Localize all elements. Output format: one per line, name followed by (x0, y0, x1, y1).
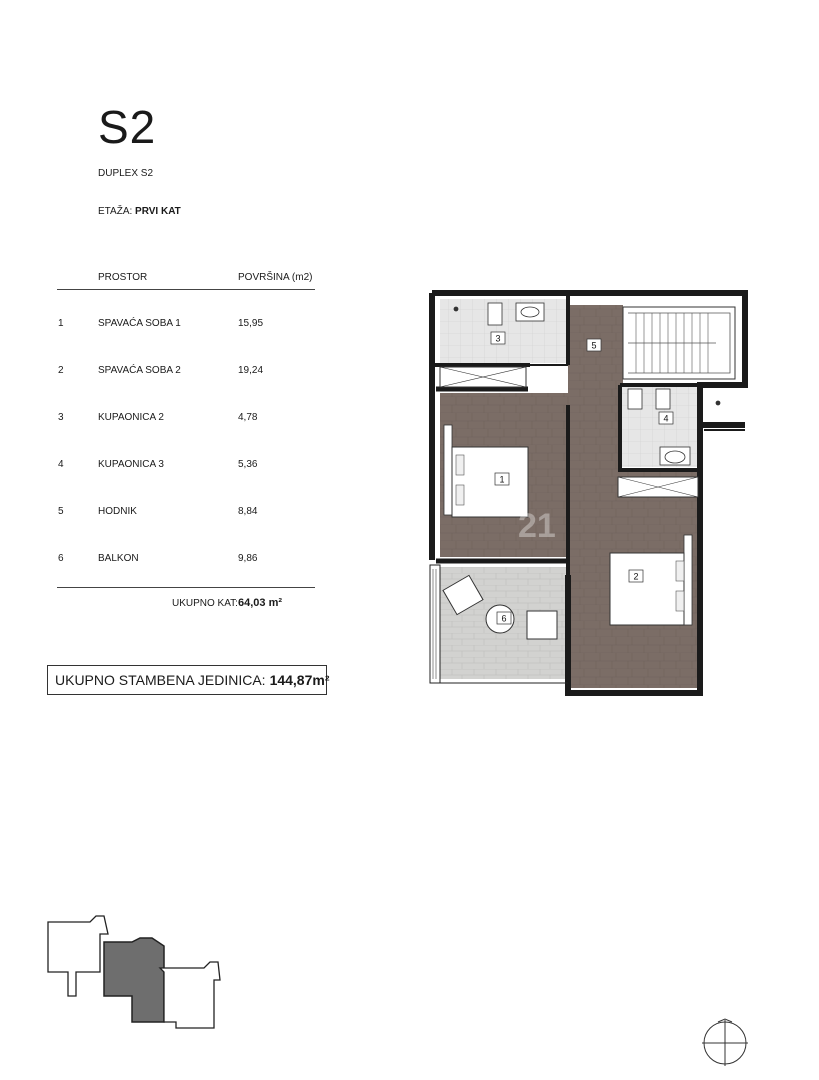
table-cell-area: 19,24 (238, 365, 264, 376)
room-label-2 (629, 570, 643, 582)
room-label-3 (491, 332, 505, 344)
building-key-plan (40, 910, 230, 1030)
table-cell-area: 15,95 (238, 318, 264, 329)
table-bottom-rule (57, 587, 315, 588)
table-cell-num: 6 (58, 553, 64, 564)
room-label-text: 3 (495, 333, 501, 344)
table-cell-name: KUPAONICA 3 (98, 459, 164, 470)
room-label-5 (587, 339, 601, 351)
floor-label: ETAŽA: (98, 206, 133, 217)
table-cell-name: SPAVAĆA SOBA 1 (98, 318, 181, 329)
table-cell-area: 5,36 (238, 459, 258, 470)
room-label-text: 4 (663, 413, 669, 424)
hallway-floor (568, 305, 623, 405)
floor-line (98, 206, 181, 217)
floor-value: PRVI KAT (135, 206, 181, 217)
unit-code: S2 (98, 101, 157, 153)
table-cell-name: BALKON (98, 553, 139, 564)
room-label-4 (659, 412, 673, 424)
room-label-text: 2 (633, 571, 639, 582)
table-cell-num: 2 (58, 365, 64, 376)
table-cell-num: 5 (58, 506, 64, 517)
floor-total-label: UKUPNO KAT: (172, 598, 238, 609)
table-cell-name: SPAVAĆA SOBA 2 (98, 365, 181, 376)
room-label-1 (495, 473, 509, 485)
table-cell-num: 1 (58, 318, 64, 329)
compass-icon (700, 1018, 750, 1068)
room-label-text: 1 (499, 474, 505, 485)
unit-type: DUPLEX S2 (98, 168, 154, 179)
unit-total-box (47, 665, 330, 695)
table-cell-area: 8,84 (238, 506, 258, 517)
table-cell-area: 9,86 (238, 553, 258, 564)
table-cell-name: HODNIK (98, 506, 137, 517)
bathroom-2-floor (440, 299, 568, 363)
col-header-space: PROSTOR (98, 272, 148, 283)
room-label-6 (497, 612, 511, 624)
staircase (623, 307, 735, 379)
table-cell-num: 4 (58, 459, 64, 470)
table-cell-num: 3 (58, 412, 64, 423)
unit-total-label: UKUPNO STAMBENA JEDINICA: (55, 672, 266, 688)
unit-total-value: 144,87m² (269, 672, 330, 688)
col-header-area: POVRŠINA (m2) (238, 272, 313, 283)
watermark: 21 (518, 507, 556, 545)
table-top-rule (57, 289, 315, 290)
table-cell-area: 4,78 (238, 412, 258, 423)
table-cell-name: KUPAONICA 2 (98, 412, 164, 423)
unit-highlight (104, 938, 164, 1022)
floor-plan (400, 285, 819, 705)
floor-total-value: 64,03 m² (238, 597, 283, 609)
room-label-text: 6 (501, 613, 507, 624)
room-label-text: 5 (591, 340, 597, 351)
